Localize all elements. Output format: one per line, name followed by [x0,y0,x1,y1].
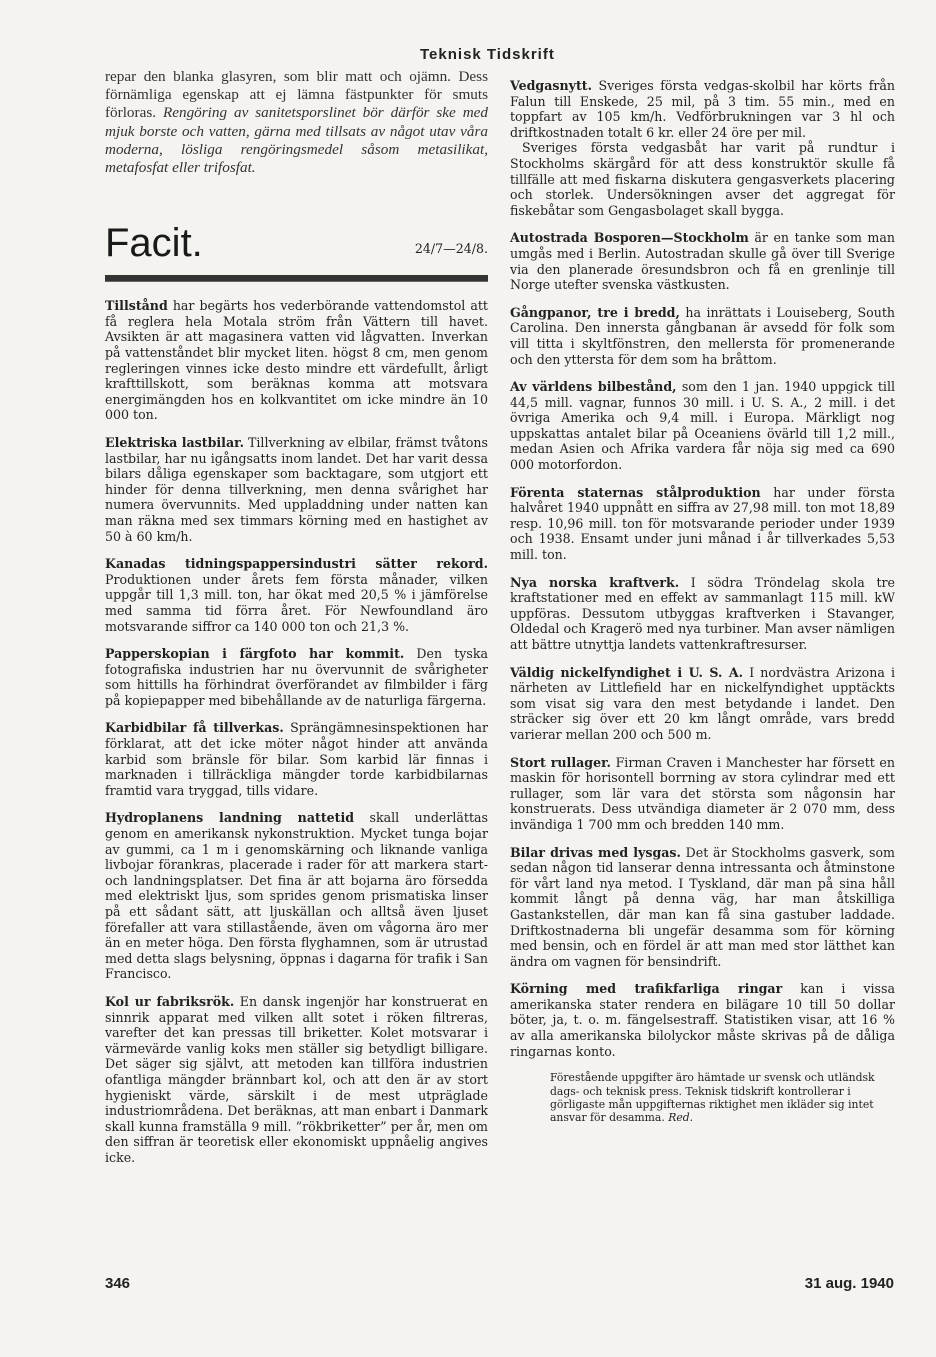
news-heading: Kol ur fabriksrök. [105,993,235,1009]
news-item [105,556,488,634]
journal-title: Teknisk Tidskrift [420,46,555,63]
news-body: Tillverkning av elbilar, främst tvåtons lastbilar, har nu igångsatts inom landet. Det har varit dessa bilars dåliga egenskaper som backtagare, som utgjort ett hinder för denna tillverkning, men denna svårighet har numera övervunnits. Med uppladdning under natten kan man räkna med sex timmars körning med en hastighet av 50 à 60 km/h. [105,434,488,544]
news-body: har begärts hos vederbörande vattendomstol att få reglera hela Motala ström från Vättern till havet. Avsikten är att magasinera vatten vid lågvatten. Inverkan på vattenståndet blir mycket liten. högst 8 cm, men genom regleringen vinnes icke desto mindre ett värdefullt, årligt krafttillskott, som beräknas komma att motsvara energimängden hos en kolkvantitet om icke mindre än 10 000 ton. [105,298,488,423]
section-rule [105,275,488,282]
news-heading: Nya norska kraftverk. [510,574,680,590]
news-heading: Karbidbilar få tillverkas. [105,720,284,736]
news-heading: Vedgasnytt. [510,78,592,93]
news-item [510,665,895,743]
news-heading: Förenta staternas stålproduktion [510,484,761,500]
news-body: ha inrättats i Louiseberg, South Carolina. Den innersta gångbanan är avsedd för folk som vill titta i skyltfönstren, den mellersta för promenerande och den yttersta för dem som ha bråttom. [510,304,895,367]
news-item [105,994,488,1166]
news-heading: Körning med trafikfarliga ringar [510,981,783,997]
news-heading: Elektriska lastbilar. [105,434,244,450]
news-body: är en tanke som man umgås med i Berlin. Autostradan skulle gå över till Sverige via den planerade öresundsbron och få en grenlinje till Norge utefter svenska västkusten. [510,230,895,293]
news-item [105,810,488,982]
news-item [510,755,895,833]
news-body: Produktionen under årets fem första månader, vilken uppgår till 1,3 mill. ton, har ökat med 20,5 % i jämförelse med samma tid förra året. För Newfoundland äro motsvarande siffror ca 140 000 ton och 21,3 %. [105,571,488,634]
news-item [510,305,895,367]
news-item [105,720,488,798]
section-title: Facit. [105,221,203,266]
news-body: Sveriges första vedgasbåt har varit på rundtur i Stockholms skärgård för att dess konstruktör skulle få tillfälle att med fiskarna diskutera gengasverkets placering och storlek. Undersökningen avser det aggregat för fiskebåtar som Gengasbolaget skall bygga. [510,140,895,218]
news-body: I nordvästra Arizona i närheten av Littlefield har en nickelfyndighet upptäckts som visat sig vara den mest betydande i landet. Den sträcker sig över ett 20 km långt område, vars bredd varierar mellan 200 och 500 m. [510,664,895,742]
section-header [105,221,488,271]
news-body: Sprängämnesinspektionen har förklarat, att det icke möter något hinder att använda karbid som bränsle för bilar. Som karbid lär finnas i marknaden i tillräckliga mängder torde karbidbilarnas framtid vara tryggad, tills vidare. [105,720,488,798]
news-heading: Kanadas tidningspappersindustri sätter rekord. [105,556,488,572]
news-heading: Hydroplanens landning nattetid [105,810,355,826]
news-item [105,435,488,544]
news-body: har under första halvåret 1940 uppnått en siffra av 27,98 mill. ton mot 18,89 resp. 10,96 mill. ton för motsvarande perioder under 1939 och 1938. Ensamt under juni månad i år tillverkades 5,53 mill. ton. [510,484,895,563]
editor-signature: Red. [668,1111,694,1125]
news-item [510,230,895,292]
news-item [510,379,895,473]
news-heading: Väldig nickelfyndighet i U. S. A. [510,664,744,680]
footnote-text: Förestående uppgifter äro hämtade ur svensk och utländsk dags- och teknisk press. Teknisk tidskrift kontrollerar i görligaste mån uppgifternas riktighet men ikläder sig intet ansvar för desamma. [550,1071,875,1125]
news-item [510,575,895,653]
news-item [510,78,895,140]
news-item [105,298,488,423]
news-body: Den tyska fotografiska industrien har nu övervunnit de svårigheter som hittills ha förhindrat överförandet av filmbilder i färg på kopiepapper med bibehållande av de naturliga färgerna. [105,646,488,708]
intro-text: repar den blanka glasyren, som blir matt och ojämn. Dess förnämliga egenskap att ej lämna fästpunkter för smuts förloras. [105,68,488,122]
news-item-continued [510,140,895,218]
news-heading: Av världens bilbestånd, [510,379,677,395]
news-body: I södra Tröndelag skola tre kraftstationer med en effekt av sammanlagt 115 mill. kW uppföras. Dessutom utbyggas kraftverken i Stavanger, Oldedal och Kragerö med nya turbiner. Man avser nämligen att bättre utnyttja landets vattenkraftresurser. [510,574,895,652]
news-body: skall underlättas genom en amerikansk nykonstruktion. Mycket tunga bojar av gummi, ca 1 m i genomskärning och liknande vanliga livbojar förankras, placerade i rader för att markera start- och landningsplatser. Det fina är att bojarna äro försedda med elektriskt ljus, som sprides genom prismatiska linser på ett sådant sätt, att ljuskällan och alltså även ljuset förefaller att vara stillastående, även om vågorna äro mer än en meter höga. Den första flyghamnen, som är utrustad med detta slags belysning, öppnas i dagarna för trafik i San Francisco. [105,810,489,982]
news-heading: Gångpanor, tre i bredd, [510,304,680,320]
intro-paragraph [105,68,488,177]
intro-italic-text: Rengöring av sanitetsporslinet bör därför ske med mjuk borste och vatten, gärna med tillsats av något utav våra moderna, lösliga rengöringsmedel såsom metasilikat, metafosfat eller trifosfat. [105,104,489,177]
left-column [105,68,488,1178]
news-heading: Tillstånd [105,298,168,314]
news-body: En dansk ingenjör har konstruerat en sinnrik apparat med vilken allt sotet i röken filtreras, varefter det kan pressas till briketter. Kolet motsvarar i värmevärde vanlig koks men ställer sig betydligt billigare. Det säger sig självt, att metoden kan tillföra industrien ofantliga mängder brännbart kol, och att den är av stort hygieniskt värde, särskilt i de mest utpräglade industriområdena. Det beräknas, att man enbart i Danmark skall kunna framställa 9 mill. ”rökbriketter” per år, men om den siffran är teoretisk eller ekonomiskt uppnåelig angives icke. [105,993,488,1165]
editorial-footnote [550,1071,881,1125]
news-body: Firman Craven i Manchester har försett en maskin för horisontell borrning av stora cylindrar med ett rullager, som lär vara det största som någonsin har konstruerats. Dess utvändiga diameter är 2 070 mm, dess invändiga 1 700 mm och bredden 140 mm. [510,754,895,832]
news-heading: Papperskopian i färgfoto har kommit. [105,646,405,662]
news-body: som den 1 jan. 1940 uppgick till 44,5 mill. vagnar, funnos 30 mill. i U. S. A., 2 mill. i det övriga Amerika och 9,4 mill. i Europa. Märkligt nog uppskattas antalet bilar på Oceaniens övärld till 1,2 mill., medan Asien och Afrika vardera får nöja sig med ca 690 000 motorfordon. [510,379,895,473]
issue-date: 31 aug. 1940 [804,1275,894,1292]
section-dates: 24/7—24/8. [414,241,488,257]
news-item [510,845,895,970]
page-number: 346 [105,1275,131,1292]
news-body: Sveriges första vedgas-skolbil har körts från Falun till Enskede, 25 mil, på 3 tim. 55 min., med en toppfart av 105 km/h. Vedförbrukningen var 3 hl och driftkostnaden totalt 6 kr. eller 24 öre per mil. [510,78,895,140]
news-item [510,981,895,1059]
right-column [510,78,895,1125]
news-item [510,485,895,563]
news-body: Det är Stockholms gasverk, som sedan någon tid lanserar denna intressanta och åtminstone för vårt land nya metod. I Tyskland, där man på sina håll kommit långt på denna väg, har man åtskilliga Gastankstellen, där man kan få sina gastuber laddade. Driftkostnaderna bli ungefär desamma som för körning med bensin, och en fördel är att man med stor lätthet kan ändra om vagnen för bensindrift. [510,844,895,969]
news-body: kan i vissa amerikanska stater rendera en bilägare 10 till 50 dollar böter, ja, t. o. m. fängelsestraff. Statistiken visar, att 16 % av alla amerikanska bilolyckor måste skrivas på de dåliga ringarnas konto. [510,981,895,1059]
news-heading: Autostrada Bosporen—Stockholm [510,230,749,246]
news-heading: Bilar drivas med lysgas. [510,844,681,860]
news-item [105,646,488,708]
news-heading: Stort rullager. [510,754,611,770]
